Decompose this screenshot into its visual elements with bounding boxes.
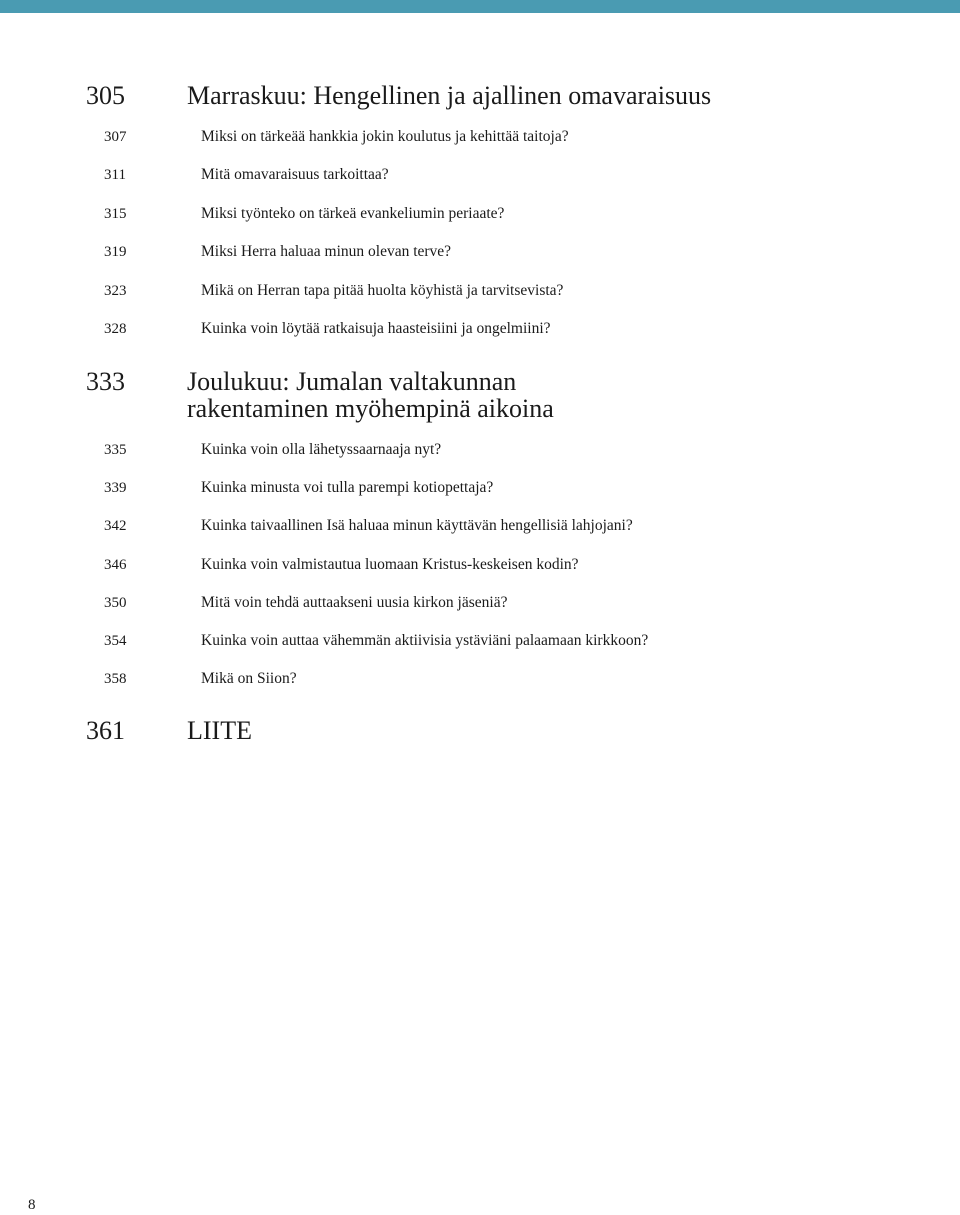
toc-item [0, 127, 960, 151]
page-number: 8 [28, 1197, 36, 1213]
item-page-number: 354 [104, 633, 127, 649]
toc-item [0, 204, 960, 228]
item-title: Kuinka taivaallinen Isä haluaa minun käyttävän hengellisiä lahjojani? [201, 517, 633, 534]
section-title [187, 368, 887, 422]
item-page-number: 335 [104, 442, 127, 458]
item-title: Kuinka minusta voi tulla parempi kotiopettaja? [201, 479, 494, 496]
item-title: Kuinka voin valmistautua luomaan Kristus-keskeisen kodin? [201, 556, 579, 573]
item-page-number: 342 [104, 518, 127, 534]
section-title-line-2: rakentaminen myöhempinä aikoina [187, 394, 554, 423]
toc-item [0, 593, 960, 617]
item-title: Kuinka voin löytää ratkaisuja haasteisiini ja ongelmiini? [201, 320, 551, 337]
section-page-number: 361 [86, 716, 125, 745]
toc-item [0, 440, 960, 464]
item-title: Miksi on tärkeää hankkia jokin koulutus ja kehittää taitoja? [201, 128, 569, 145]
item-page-number: 315 [104, 206, 127, 222]
top-accent-bar [0, 0, 960, 13]
section-title: Marraskuu: Hengellinen ja ajallinen omavaraisuus [187, 81, 712, 110]
item-title: Mitä omavaraisuus tarkoittaa? [201, 166, 389, 183]
item-page-number: 319 [104, 244, 127, 260]
section-page-number: 333 [86, 367, 125, 396]
toc-item [0, 516, 960, 540]
toc-item [0, 631, 960, 655]
item-title: Miksi Herra haluaa minun olevan terve? [201, 243, 452, 260]
item-page-number: 307 [104, 129, 127, 145]
item-page-number: 323 [104, 283, 127, 299]
item-page-number: 339 [104, 480, 127, 496]
item-title: Mikä on Herran tapa pitää huolta köyhistä ja tarvitsevista? [201, 282, 564, 299]
item-title: Mitä voin tehdä auttaakseni uusia kirkon jäseniä? [201, 594, 508, 611]
item-page-number: 311 [104, 167, 126, 183]
item-page-number: 328 [104, 321, 127, 337]
section-title-line-1: Joulukuu: Jumalan valtakunnan [187, 367, 517, 396]
item-title: Kuinka voin olla lähetyssaarnaaja nyt? [201, 441, 442, 458]
toc-item [0, 555, 960, 579]
item-title: Mikä on Siion? [201, 670, 297, 687]
toc-item [0, 242, 960, 266]
section-title: LIITE [187, 716, 252, 745]
item-page-number: 350 [104, 595, 127, 611]
toc-item [0, 319, 960, 343]
toc-item [0, 165, 960, 189]
item-title: Miksi työnteko on tärkeä evankeliumin periaate? [201, 205, 505, 222]
item-page-number: 358 [104, 671, 127, 687]
toc-item [0, 669, 960, 693]
item-title: Kuinka voin auttaa vähemmän aktiivisia ystäviäni palaamaan kirkkoon? [201, 632, 649, 649]
toc-item [0, 281, 960, 305]
section-page-number: 305 [86, 81, 125, 110]
toc-item [0, 478, 960, 502]
item-page-number: 346 [104, 557, 127, 573]
